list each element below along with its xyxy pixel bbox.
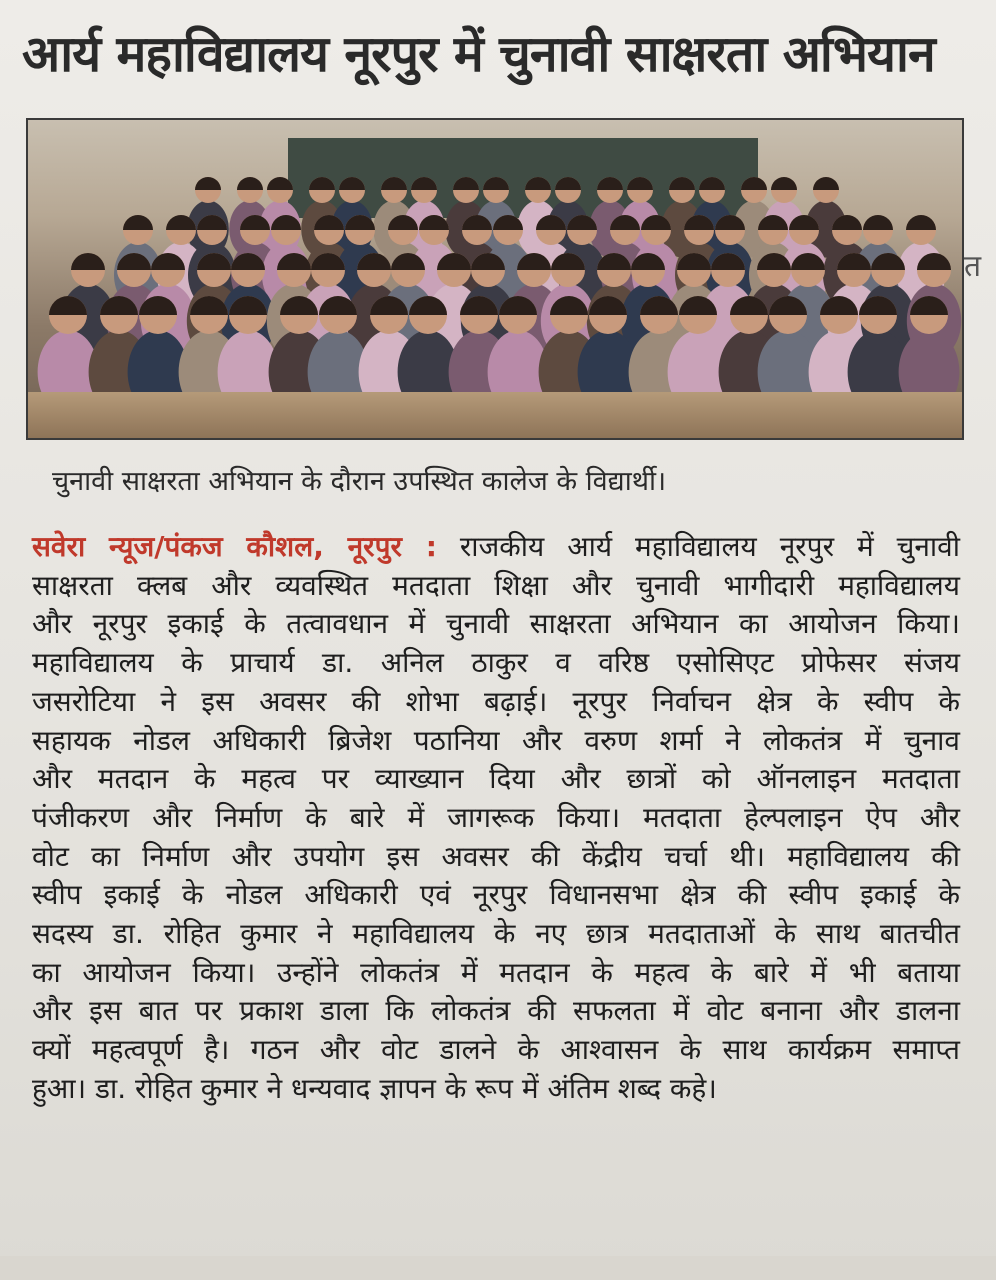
student-hair xyxy=(863,215,893,230)
article-line-1-text: राजकीय आर्य महाविद्यालय नूरपुर में चुनावी xyxy=(436,530,961,563)
student-hair xyxy=(741,177,767,190)
student-hair xyxy=(483,177,509,190)
student-hair xyxy=(525,177,551,190)
student-hair xyxy=(906,215,936,230)
group-photo xyxy=(26,118,964,440)
article-line-5: जसरोटिया ने इस अवसर की शोभा बढ़ाई। नूरपुर निर्वाचन क्षेत्र के स्वीप के xyxy=(32,684,960,718)
student-hair xyxy=(237,177,263,190)
student-hair xyxy=(411,177,437,190)
student-hair xyxy=(669,177,695,190)
article-line-14: क्यों महत्वपूर्ण है। गठन और वोट डालने के आश्वासन के साथ कार्यक्रम समाप्त xyxy=(32,1033,960,1067)
article-line-4: महाविद्यालय के प्राचार्य डा. अनिल ठाकुर व वरिष्ठ एसोसिएट प्रोफेसर संजय xyxy=(32,646,960,680)
article-line-2: साक्षरता क्लब और व्यवस्थित मतदाता शिक्षा और चुनावी भागीदारी महाविद्यालय xyxy=(32,568,960,602)
student-hair xyxy=(309,177,335,190)
article-line-13: और इस बात पर प्रकाश डाला कि लोकतंत्र की सफलता में वोट बनाना और डालना xyxy=(32,994,960,1028)
byline: सवेरा न्यूज/पंकज कौशल, नूरपुर : xyxy=(32,530,437,563)
students-crowd-illustration xyxy=(28,120,962,438)
margin-mark: त xyxy=(964,249,982,284)
student-hair xyxy=(123,215,153,230)
article-line-9: वोट का निर्माण और उपयोग इस अवसर की केंद्रीय चर्चा थी। महाविद्यालय की xyxy=(32,839,960,873)
student-hair xyxy=(699,177,725,190)
student-hair xyxy=(453,177,479,190)
student-hair xyxy=(771,177,797,190)
student-hair xyxy=(597,177,623,190)
article-line-12: का आयोजन किया। उन्होंने लोकतंत्र में मतदान के महत्व के बारे में भी बताया xyxy=(32,955,960,989)
article-line-10: स्वीप इकाई के नोडल अधिकारी एवं नूरपुर विधानसभा क्षेत्र की स्वीप इकाई के xyxy=(32,878,960,912)
article-line-7: और मतदान के महत्व पर व्याख्यान दिया और छात्रों को ऑनलाइन मतदाता xyxy=(32,762,960,796)
article-line-3: और नूरपुर इकाई के तत्वावधान में चुनावी साक्षरता अभियान का आयोजन किया। xyxy=(32,607,960,641)
article-line-1 xyxy=(32,528,960,567)
student-hair xyxy=(195,177,221,190)
article-body xyxy=(32,528,960,1109)
desk xyxy=(28,392,962,438)
student-hair xyxy=(381,177,407,190)
student-hair xyxy=(813,177,839,190)
student-hair xyxy=(339,177,365,190)
photo-caption: चुनावी साक्षरता अभियान के दौरान उपस्थित कालेज के विद्यार्थी। xyxy=(52,466,667,497)
student-hair xyxy=(71,253,105,270)
article-line-15: हुआ। डा. रोहित कुमार ने धन्यवाद ज्ञापन के रूप में अंतिम शब्द कहे। xyxy=(32,1071,717,1105)
article-line-11: सदस्य डा. रोहित कुमार ने महाविद्यालय के नए छात्र मतदाताओं के साथ बातचीत xyxy=(32,917,960,951)
article-line-8: पंजीकरण और निर्माण के बारे में जागरूक किया। मतदाता हेल्पलाइन ऐप और xyxy=(32,800,960,834)
student-hair xyxy=(267,177,293,190)
student-hair xyxy=(555,177,581,190)
headline: आर्य महाविद्यालय नूरपुर में चुनावी साक्षरता अभियान xyxy=(22,25,935,83)
student-hair xyxy=(627,177,653,190)
article-line-6: सहायक नोडल अधिकारी ब्रिजेश पठानिया और वरुण शर्मा ने लोकतंत्र में चुनाव xyxy=(32,723,960,757)
page-bottom-edge xyxy=(0,1256,996,1280)
